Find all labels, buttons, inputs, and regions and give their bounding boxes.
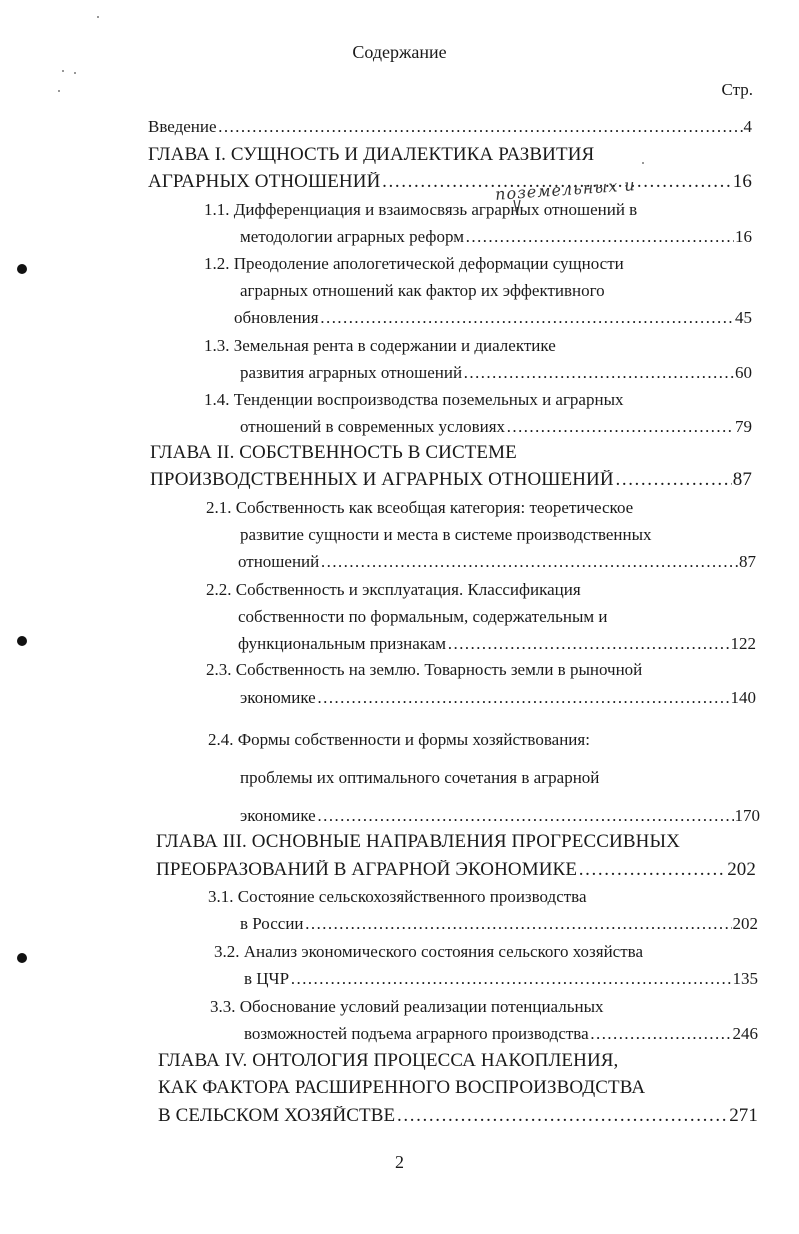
page-column-label: Стр. bbox=[721, 80, 753, 99]
toc-page-number: 202 bbox=[732, 914, 758, 933]
toc-entry-title: возможностей подъема аграрного производства bbox=[244, 1024, 589, 1043]
toc-entry-line bbox=[238, 634, 756, 656]
toc-entry-line: 2.2. Собственность и эксплуатация. Классификация bbox=[206, 580, 581, 599]
scan-speck bbox=[58, 90, 60, 92]
binding-hole-mark bbox=[17, 636, 27, 646]
toc-page-number: 246 bbox=[732, 1024, 758, 1043]
toc-chapter-line bbox=[148, 172, 752, 194]
toc-chapter-line: ГЛАВА I. СУЩНОСТЬ И ДИАЛЕКТИКА РАЗВИТИЯ bbox=[148, 145, 595, 165]
toc-chapter-line bbox=[156, 860, 756, 882]
toc-entry-title: функциональным признакам bbox=[238, 634, 447, 653]
dot-leader bbox=[396, 1106, 728, 1126]
toc-entry-line: 1.4. Тенденции воспроизводства поземельных и аграрных bbox=[204, 390, 624, 409]
toc-entry-title: отношений bbox=[238, 552, 320, 571]
toc-entry-line: собственности по формальным, содержательным и bbox=[238, 607, 608, 626]
toc-page-number: 60 bbox=[735, 363, 752, 382]
toc-entry-line bbox=[234, 308, 752, 330]
toc-entry-title: методологии аграрных реформ bbox=[240, 227, 464, 246]
toc-page-number: 122 bbox=[730, 634, 756, 653]
dot-leader bbox=[218, 117, 743, 137]
toc-entry-line: 3.3. Обоснование условий реализации потенциальных bbox=[210, 997, 604, 1016]
dot-leader bbox=[590, 1024, 732, 1044]
toc-entry-title: развития аграрных отношений bbox=[240, 363, 463, 382]
toc-entry-title: отношений в современных условиях bbox=[240, 417, 506, 436]
toc-entry-title: В СЕЛЬСКОМ ХОЗЯЙСТВЕ bbox=[158, 1106, 396, 1126]
dot-leader bbox=[317, 806, 734, 826]
toc-entry-title: обновления bbox=[234, 308, 319, 327]
toc-entry-line: 2.1. Собственность как всеобщая категория: теоретическое bbox=[206, 498, 634, 517]
toc-chapter-line: ГЛАВА III. ОСНОВНЫЕ НАПРАВЛЕНИЯ ПРОГРЕССИВНЫХ bbox=[156, 832, 680, 852]
scan-speck bbox=[74, 72, 76, 74]
toc-page-number: 271 bbox=[729, 1106, 758, 1126]
dot-leader bbox=[615, 470, 732, 490]
toc-entry-line: 2.4. Формы собственности и формы хозяйствования: bbox=[208, 730, 590, 749]
toc-page-number: 79 bbox=[735, 417, 752, 436]
dot-leader bbox=[317, 688, 730, 708]
toc-entry-line: аграрных отношений как фактор их эффективного bbox=[240, 281, 605, 300]
toc-entry-line: 1.3. Земельная рента в содержании и диалектике bbox=[204, 336, 556, 355]
toc-entry-line bbox=[240, 688, 756, 710]
toc-entry-line bbox=[240, 417, 752, 439]
toc-page-number: 87 bbox=[732, 470, 752, 490]
toc-page-number: 16 bbox=[735, 227, 752, 246]
toc-entry-title: ПРЕОБРАЗОВАНИЙ В АГРАРНОЙ ЭКОНОМИКЕ bbox=[156, 860, 578, 880]
toc-entry-title: экономике bbox=[240, 806, 316, 825]
dot-leader bbox=[320, 552, 738, 572]
toc-entry-title: Введение bbox=[148, 117, 217, 136]
toc-entry-line bbox=[244, 969, 758, 991]
toc-entry-line bbox=[240, 806, 760, 828]
toc-entry-line: развитие сущности и места в системе производственных bbox=[240, 525, 652, 544]
toc-entry-title: в России bbox=[240, 914, 304, 933]
toc-entry-line: 3.2. Анализ экономического состояния сельского хозяйства bbox=[214, 942, 644, 961]
toc-page-number: 202 bbox=[727, 860, 756, 880]
page-number: 2 bbox=[395, 1152, 404, 1172]
insertion-mark bbox=[512, 200, 522, 216]
toc-chapter-line: ГЛАВА II. СОБСТВЕННОСТЬ В СИСТЕМЕ bbox=[150, 443, 517, 463]
page-title: Содержание bbox=[352, 42, 447, 62]
dot-leader bbox=[463, 363, 734, 383]
dot-leader bbox=[465, 227, 734, 247]
toc-page-number: 135 bbox=[732, 969, 758, 988]
toc-page-number: 140 bbox=[730, 688, 756, 707]
toc-entry-line: 1.2. Преодоление апологетической деформации сущности bbox=[204, 254, 624, 273]
dot-leader bbox=[320, 308, 734, 328]
toc-entry-line: 2.3. Собственность на землю. Товарность земли в рыночной bbox=[206, 660, 643, 679]
toc-page-number: 45 bbox=[735, 308, 752, 327]
binding-hole-mark bbox=[17, 264, 27, 274]
toc-entry-line bbox=[240, 363, 752, 385]
binding-hole-mark bbox=[17, 953, 27, 963]
dot-leader bbox=[447, 634, 729, 654]
toc-page-number: 87 bbox=[739, 552, 756, 571]
dot-leader bbox=[506, 417, 734, 437]
dot-leader bbox=[305, 914, 732, 934]
handwritten-note: поземельных и bbox=[494, 175, 637, 204]
toc-page-number: 16 bbox=[732, 172, 752, 192]
scan-speck bbox=[97, 16, 99, 18]
dot-leader bbox=[290, 969, 731, 989]
toc-entry-title: ПРОИЗВОДСТВЕННЫХ И АГРАРНЫХ ОТНОШЕНИЙ bbox=[150, 470, 614, 490]
toc-chapter-line: КАК ФАКТОРА РАСШИРЕННОГО ВОСПРОИЗВОДСТВА bbox=[158, 1078, 646, 1098]
toc-entry-line bbox=[240, 227, 752, 249]
scan-speck bbox=[62, 70, 64, 72]
dot-leader bbox=[578, 860, 726, 880]
toc-chapter-line bbox=[150, 470, 752, 492]
toc-entry-line bbox=[148, 117, 752, 139]
scan-speck bbox=[642, 162, 644, 164]
toc-page-number: 4 bbox=[743, 117, 752, 136]
toc-entry-title: в ЦЧР bbox=[244, 969, 290, 988]
toc-entry-line: 3.1. Состояние сельскохозяйственного производства bbox=[208, 887, 587, 906]
toc-entry-line bbox=[238, 552, 756, 574]
toc-chapter-line bbox=[158, 1106, 758, 1128]
toc-entry-line bbox=[240, 914, 758, 936]
toc-chapter-line: ГЛАВА IV. ОНТОЛОГИЯ ПРОЦЕССА НАКОПЛЕНИЯ, bbox=[158, 1051, 619, 1071]
toc-entry-line: 1.1. Дифференциация и взаимосвязь аграрных отношений в bbox=[204, 200, 638, 219]
toc-page-number: 170 bbox=[734, 806, 760, 825]
toc-entry-line: проблемы их оптимального сочетания в аграрной bbox=[240, 768, 600, 787]
toc-entry-line bbox=[244, 1024, 758, 1046]
toc-entry-title: АГРАРНЫХ ОТНОШЕНИЙ bbox=[148, 172, 381, 192]
toc-entry-title: экономике bbox=[240, 688, 316, 707]
